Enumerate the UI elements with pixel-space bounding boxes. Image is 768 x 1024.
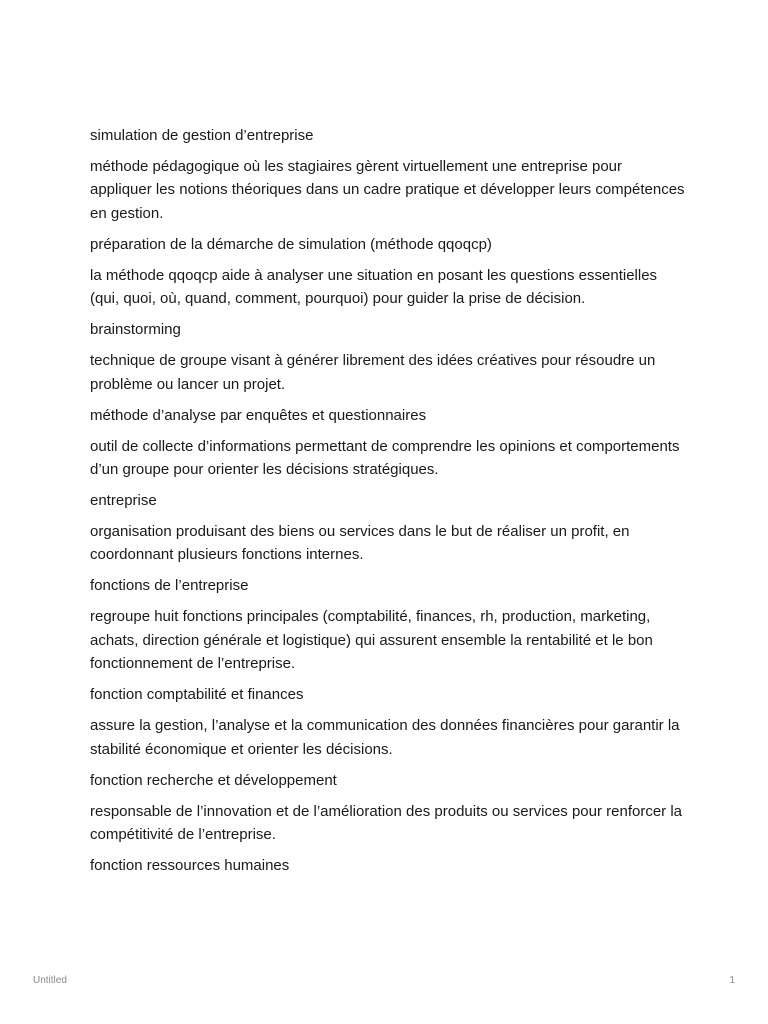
term-recherche-developpement: fonction recherche et développement — [90, 771, 337, 789]
definition-enquetes-questionnaires: outil de collecte d’informations permettant de comprendre les opinions et comportements d’un groupe pour orienter les décisions stratégiques. — [90, 437, 680, 479]
term-brainstorming: brainstorming — [90, 321, 181, 339]
definition-fonctions-entreprise: regroupe huit fonctions principales (comptabilité, finances, rh, production, marketing, achats, direction générale et logistique) qui assurent ensemble la rentabilité et le bon fonctionnement de l’entreprise. — [90, 608, 653, 673]
footer-page-number: 1 — [729, 975, 735, 986]
term-enquetes-questionnaires: méthode d’analyse par enquêtes et questionnaires — [90, 406, 427, 424]
definition-comptabilite-finances: assure la gestion, l’analyse et la communication des données financières pour garantir la stabilité économique et orienter les décisions. — [90, 717, 680, 758]
document-body — [90, 124, 686, 885]
definition-brainstorming: technique de groupe visant à générer librement des idées créatives pour résoudre un problème ou lancer un projet. — [90, 352, 656, 393]
term-fonctions-entreprise: fonctions de l’entreprise — [90, 577, 249, 595]
term-entreprise: entreprise — [90, 492, 157, 510]
term-comptabilite-finances: fonction comptabilité et finances — [90, 686, 304, 704]
term-ressources-humaines: fonction ressources humaines — [90, 857, 290, 875]
definition-preparation-qqoqcp: la méthode qqoqcp aide à analyser une situation en posant les questions essentielles (qui, quoi, où, quand, comment, pourquoi) pour guider la prise de décision. — [90, 266, 658, 308]
definition-recherche-developpement: responsable de l’innovation et de l’amélioration des produits ou services pour renforcer la compétitivité de l’entreprise. — [90, 802, 683, 844]
definition-entreprise: organisation produisant des biens ou services dans le but de réaliser un profit, en coordonnant plusieurs fonctions internes. — [90, 523, 630, 564]
definition-simulation-gestion: méthode pédagogique où les stagiaires gèrent virtuellement une entreprise pour appliquer les notions théoriques dans un cadre pratique et développer leurs compétences en gestion. — [90, 158, 685, 222]
term-preparation-qqoqcp: préparation de la démarche de simulation (méthode qqoqcp) — [90, 235, 492, 253]
term-simulation-gestion: simulation de gestion d’entreprise — [90, 127, 314, 144]
footer-document-title: Untitled — [33, 975, 67, 986]
